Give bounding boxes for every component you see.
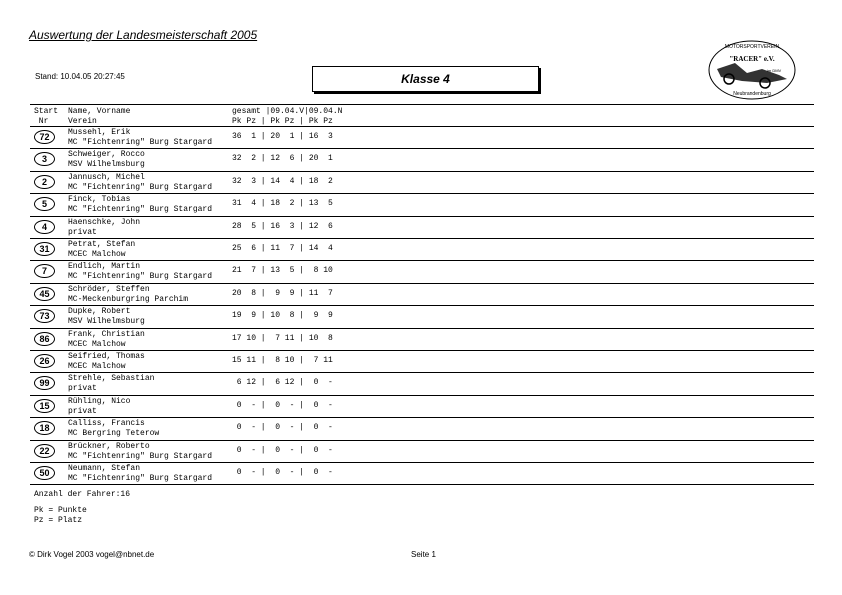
rider-club: privat [68, 406, 97, 416]
start-number-badge: 22 [34, 444, 55, 458]
logo-bottom-text: Neubrandenburg [733, 91, 771, 97]
rider-scores: 36 1 | 20 1 | 16 3 [232, 132, 333, 141]
rider-club: MC "Fichtenring" Burg Stargard [68, 451, 213, 461]
start-number-badge: 26 [34, 354, 55, 368]
footer-copyright: © Dirk Vogel 2003 vogel@nbnet.de [29, 550, 155, 559]
rider-name: Schröder, Steffen [68, 284, 150, 294]
start-number-badge: 73 [34, 309, 55, 323]
row-divider [30, 417, 814, 418]
report-title: Auswertung der Landesmeisterschaft 2005 [29, 28, 258, 42]
class-label: Klasse 4 [401, 72, 450, 86]
start-number-badge: 50 [34, 466, 55, 480]
header-top-rule [30, 104, 814, 105]
row-divider [30, 305, 814, 306]
rider-club: MCEC Malchow [68, 339, 126, 349]
row-divider [30, 238, 814, 239]
timestamp: Stand: 10.04.05 20:27:45 [35, 72, 125, 81]
start-number-badge: 4 [34, 220, 55, 234]
rider-name: Calliss, Francis [68, 419, 145, 429]
col-header-name: Name, Vorname Verein [68, 107, 131, 126]
rider-scores: 6 12 | 6 12 | 0 - [232, 378, 333, 388]
start-number-badge: 5 [34, 197, 55, 211]
rider-name: Neumann, Stefan [68, 464, 141, 473]
rider-scores: 0 - | 0 - | 0 - [232, 423, 333, 433]
rider-scores: 0 - | 0 - | 0 - [232, 445, 333, 455]
start-number-badge: 18 [34, 421, 55, 435]
footer-page-number: Seite 1 [411, 550, 436, 559]
start-number-badge: 3 [34, 152, 55, 166]
row-divider [30, 395, 814, 396]
rider-scores: 25 6 | 11 7 | 14 4 [232, 244, 333, 253]
rider-name: Mussehl, Erik [68, 128, 131, 137]
row-divider [30, 462, 814, 463]
rider-scores: 0 - | 0 - | 0 - [232, 400, 333, 410]
rider-scores: 21 7 | 13 5 | 8 10 [232, 266, 333, 276]
rider-club: privat [68, 227, 97, 237]
row-divider [30, 328, 814, 329]
row-divider [30, 126, 814, 127]
rider-scores: 32 3 | 14 4 | 18 2 [232, 176, 333, 186]
rider-club: MSV Wilhelmsburg [68, 160, 145, 170]
rider-name: Finck, Tobias [68, 195, 131, 205]
rider-club: MC "Fichtenring" Burg Stargard [68, 182, 213, 192]
start-number-badge: 72 [34, 130, 55, 144]
start-number-badge: 31 [34, 242, 55, 256]
class-label-box [312, 66, 539, 92]
rider-scores: 20 8 | 9 9 | 11 7 [232, 288, 333, 298]
rider-name: Brückner, Roberto [68, 441, 150, 451]
row-divider [30, 260, 814, 261]
rider-club: MC "Fichtenring" Burg Stargard [68, 474, 213, 483]
row-divider [30, 283, 814, 284]
rider-scores: 28 5 | 16 3 | 12 6 [232, 221, 333, 231]
row-divider [30, 350, 814, 351]
rider-club: MC "Fichtenring" Burg Stargard [68, 138, 213, 147]
row-divider [30, 484, 814, 485]
rider-scores: 17 10 | 7 11 | 10 8 [232, 333, 333, 343]
row-divider [30, 171, 814, 172]
row-divider [30, 216, 814, 217]
col-header-start: Start Nr [34, 107, 59, 126]
rider-name: Dupke, Robert [68, 307, 131, 317]
rider-name: Schweiger, Rocco [68, 150, 145, 160]
rider-scores: 19 9 | 10 8 | 9 9 [232, 311, 333, 321]
start-number-badge: 45 [34, 287, 55, 301]
start-number-badge: 86 [34, 332, 55, 346]
rider-name: Haenschke, John [68, 217, 141, 227]
rider-club: MCEC Malchow [68, 362, 126, 371]
start-number-badge: 15 [34, 399, 55, 413]
rider-club: MCEC Malchow [68, 250, 126, 259]
logo-dmv-text: im DMV [767, 68, 782, 73]
rider-scores: 0 - | 0 - | 0 - [232, 468, 333, 477]
start-number-badge: 7 [34, 264, 55, 278]
rider-scores: 15 11 | 8 10 | 7 11 [232, 356, 333, 365]
club-logo [707, 39, 797, 101]
logo-club-text: "RACER" e.V. [729, 55, 775, 63]
start-number-badge: 99 [34, 376, 55, 390]
legend-place: Pz = Platz [34, 516, 83, 525]
rider-club: MSV Wilhelmsburg [68, 317, 145, 327]
rider-club: MC-Meckenburgring Parchim [68, 294, 189, 304]
col-header-scores: gesamt |09.04.V|09.04.N Pk Pz | Pk Pz | Pk Pz [232, 107, 343, 126]
rider-club: MC "Fichtenring" Burg Stargard [68, 205, 213, 215]
rider-name: Jannusch, Michel [68, 172, 145, 182]
row-divider [30, 193, 814, 194]
rider-name: Frank, Christian [68, 329, 145, 339]
rider-scores: 32 2 | 12 6 | 20 1 [232, 154, 333, 164]
rider-scores: 31 4 | 18 2 | 13 5 [232, 199, 333, 209]
rider-name: Petrat, Stefan [68, 240, 136, 249]
rider-name: Endlich, Martin [68, 262, 141, 272]
rider-club: MC "Fichtenring" Burg Stargard [68, 272, 213, 282]
rider-club: privat [68, 384, 97, 394]
row-divider [30, 440, 814, 441]
rider-count: Anzahl der Fahrer:16 [34, 490, 131, 499]
rider-name: Rühling, Nico [68, 396, 131, 406]
start-number-badge: 2 [34, 175, 55, 189]
rider-club: MC Bergring Teterow [68, 429, 160, 439]
rider-name: Seifried, Thomas [68, 352, 145, 361]
row-divider [30, 372, 814, 373]
rider-name: Strehle, Sebastian [68, 374, 155, 384]
row-divider [30, 148, 814, 149]
legend-points: Pk = Punkte [34, 506, 87, 515]
logo-top-text: MOTORSPORTVEREIN [724, 44, 780, 50]
